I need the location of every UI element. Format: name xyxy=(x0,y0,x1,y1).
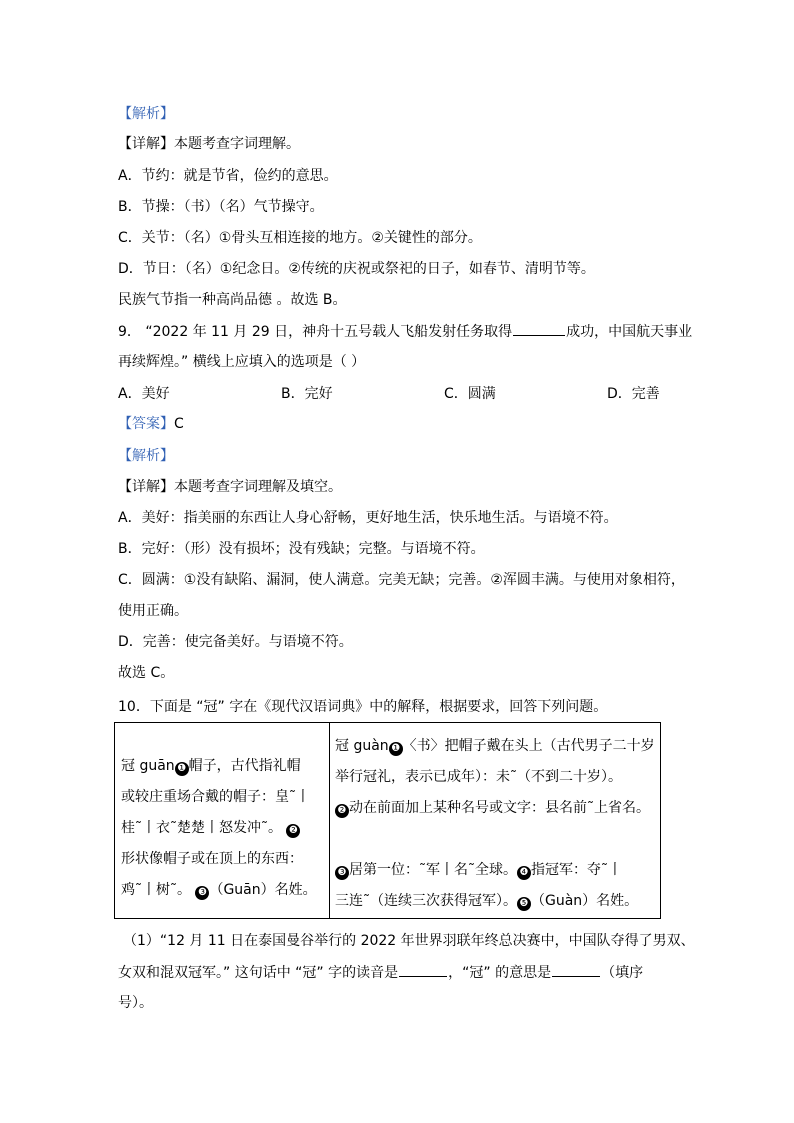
q9-explanation-d: D．完善：使完备美好。与语境不符。 xyxy=(118,634,353,650)
right-sense-3: 居第一位：˜军丨名˜全球。 xyxy=(349,862,517,878)
right-gap xyxy=(335,824,657,855)
right-sense-1a: 〈书〉把帽子戴在头上（古代男子二十岁 xyxy=(402,738,655,754)
q10-sub1-line2 xyxy=(118,962,643,983)
meaning-blank xyxy=(552,962,600,977)
marker-3: ❸ xyxy=(195,886,209,900)
marker-1: ❶ xyxy=(389,742,403,756)
right-sense-4b: 三连˜（连续三次获得冠军）。 xyxy=(335,893,517,909)
left-row-2: 或较庄重场合戴的帽子：皇˜丨 xyxy=(121,789,310,805)
q9-answer-line xyxy=(118,414,184,434)
q9-stem-part2: 成功，中国航天事业 xyxy=(566,324,693,340)
explanation-d: D．节日：（名）①纪念日。②传统的庆祝或祭祀的日子，如春节、清明节等。 xyxy=(118,261,595,277)
marker-2: ❷ xyxy=(335,804,349,818)
explanation-a: A．节约：就是节省，俭约的意思。 xyxy=(118,168,338,184)
explanation-b: B．节操：（书）（名）气节操守。 xyxy=(118,199,324,215)
detail-text: 本题考查字词理解。 xyxy=(174,136,300,152)
dictionary-entry-guan4 xyxy=(335,731,657,917)
left-row-5 xyxy=(121,875,321,906)
answer-blank xyxy=(513,321,565,336)
left-row-3 xyxy=(121,813,321,844)
q10-sub1-line3: 号）。 xyxy=(118,995,153,1011)
marker-3: ❸ xyxy=(335,866,349,880)
q9-explanation-b: B．完好：（形）没有损坏；没有残缺；完整。与语境不符。 xyxy=(118,541,485,557)
q10-stem: 10．下面是 “冠” 字在《现代汉语词典》中的解释，根据要求，回答下列问题。 xyxy=(118,699,608,715)
table-divider xyxy=(329,723,330,918)
answer-tag: 【答案】 xyxy=(118,416,174,432)
q9-explanation-c2: 使用正确。 xyxy=(118,603,188,619)
right-row-4 xyxy=(335,855,657,886)
q9-option-c: C．圆满 xyxy=(444,386,496,402)
right-row-5 xyxy=(335,886,657,917)
q9-stem-line1 xyxy=(118,321,692,342)
right-sense-4a: 指冠军：夺˜丨 xyxy=(531,862,622,878)
dictionary-entry-guan1 xyxy=(121,751,321,906)
q9-option-a: A．美好 xyxy=(118,386,170,402)
sub1-text-a: 女双和混双冠军。” 这句话中 “冠” 字的读音是 xyxy=(118,965,399,981)
q9-stem-line2: 再续辉煌。” 横线上应填入的选项是（ ） xyxy=(118,354,366,370)
answer-value: C xyxy=(174,416,184,432)
marker-1: ❶ xyxy=(175,762,189,776)
right-sense-2: 动在前面加上某种名号或文字：县名前˜上省名。 xyxy=(349,800,650,816)
analysis-heading: 【解析】 xyxy=(118,106,174,122)
q9-stem-part1: 9． “2022 年 11 月 29 日，神舟十五号载人飞船发射任务取得 xyxy=(118,324,513,340)
marker-2: ❷ xyxy=(286,824,300,838)
headword-guan4: 冠 guàn xyxy=(335,738,389,754)
marker-5: ❺ xyxy=(517,897,531,911)
left-row-1 xyxy=(121,751,321,782)
q9-detail-text: 本题考查字词理解及填空。 xyxy=(174,479,342,495)
marker-4: ❹ xyxy=(517,866,531,880)
right-row-3 xyxy=(335,793,657,824)
detail-line xyxy=(118,134,300,154)
q9-detail-line xyxy=(118,477,342,497)
q9-option-d: D．完善 xyxy=(607,386,660,402)
right-sense-5: （Guàn）名姓。 xyxy=(531,893,639,909)
sub1-text-c: （填序 xyxy=(601,965,644,981)
left-row-4: 形状像帽子或在顶上的东西： xyxy=(121,851,303,867)
left-sense-2b: 鸡˜丨树˜。 xyxy=(121,882,191,898)
dictionary-table xyxy=(114,722,661,919)
right-row-2: 举行冠礼，表示已成年）：未˜（不到二十岁）。 xyxy=(335,769,622,785)
q9-option-b: B．完好 xyxy=(281,386,333,402)
pronunciation-blank xyxy=(399,962,447,977)
left-sense-1a: 帽子，古代指礼帽 xyxy=(188,758,301,774)
left-sense-3: （Guān）名姓。 xyxy=(209,882,317,898)
q9-analysis-heading: 【解析】 xyxy=(118,448,174,464)
q10-sub1-line1: （1）“12 月 11 日在泰国曼谷举行的 2022 年世界羽联年终总决赛中，中国队夺得了男双、 xyxy=(123,933,695,949)
right-row-1 xyxy=(335,731,657,762)
q9-conclusion: 故选 C。 xyxy=(118,665,175,681)
conclusion: 民族气节指一种高尚品德 。故选 B。 xyxy=(118,292,347,308)
explanation-c: C．关节：（名）①骨头互相连接的地方。②关键性的部分。 xyxy=(118,230,482,246)
left-sense-1c: 桂˜丨衣˜楚楚丨怒发冲˜。 xyxy=(121,820,282,836)
sub1-text-b: ，“冠” 的意思是 xyxy=(448,965,552,981)
q9-detail-tag: 【详解】 xyxy=(118,479,174,495)
headword-guan1: 冠 guān xyxy=(121,758,175,774)
q9-explanation-c1: C．圆满：①没有缺陷、漏洞，使人满意。完美无缺；完善。②浑圆丰满。与使用对象相符， xyxy=(118,572,685,588)
q9-explanation-a: A．美好：指美丽的东西让人身心舒畅，更好地生活，快乐地生活。与语境不符。 xyxy=(118,510,618,526)
detail-tag: 【详解】 xyxy=(118,136,174,152)
